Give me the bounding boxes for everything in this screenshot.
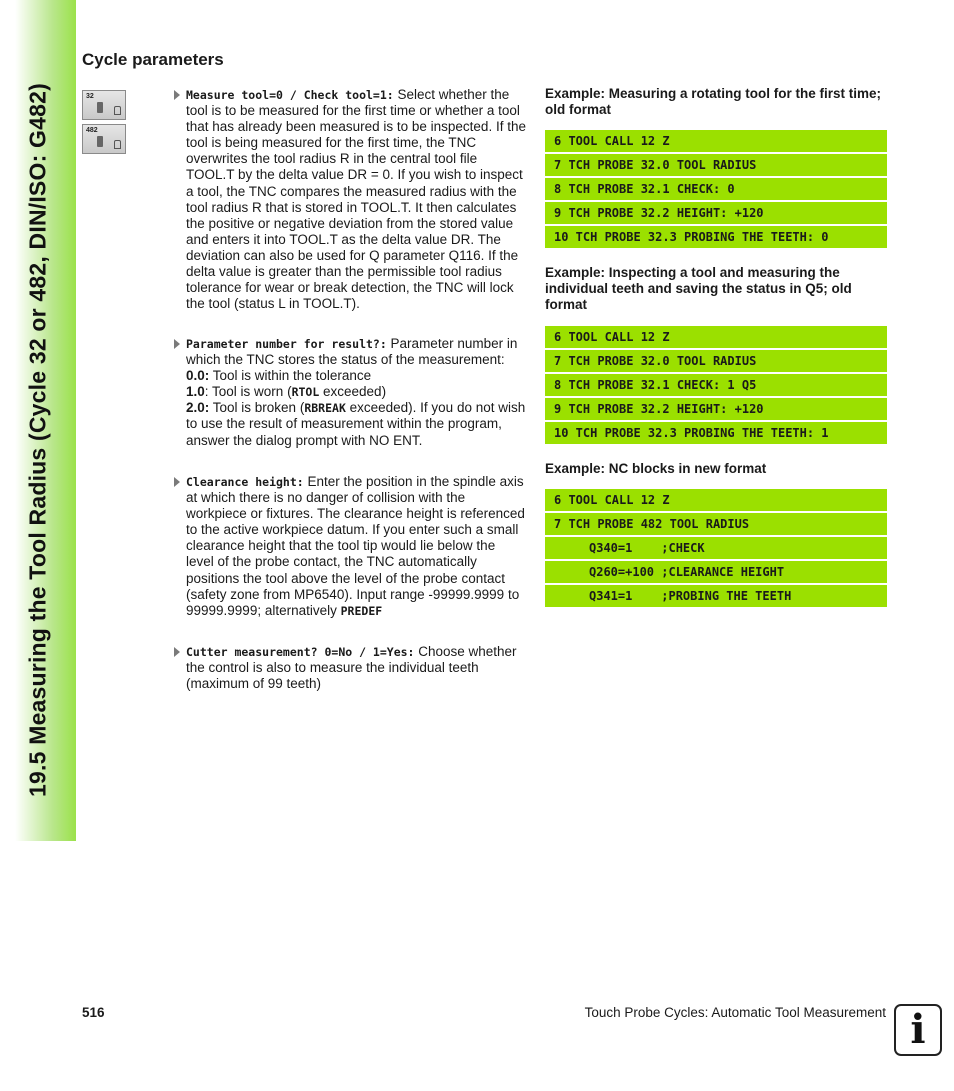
status-text: Tool is broken ( [209,400,305,416]
param-description [174,474,526,619]
tool-icon [97,136,103,147]
param-cutter-measurement [174,644,526,692]
status-value-2 [174,400,526,448]
param-clearance-height [174,474,526,619]
param-text: Parameter number in which the TNC stores the status of the measurement: [186,336,518,368]
param-text: Select whether the tool is to be measured for the first time or whether a tool that has already been measured is to be inspected. If the tool is being measured for the first time, the TNC overwrites the tool radius R in the central tool file TOOL.T by the delta value DR = 0. If you wish to inspect a tool, the TNC compares the measured radius with the tool radius R that is stored in TOOL.T. It then calculates the positive or negative deviation from the stored value and enters it into TOOL.T as the delta value DR. The deviation can also be used for Q parameter Q116. If the delta value is greater than the permissible tool radius tolerance for wear or break detection, the TNC will lock the tool (status L in TOOL.T). [186,87,526,312]
status-text: : Tool is worn ( [204,384,292,400]
param-description [174,336,526,368]
param-text: Choose whether the control is also to measure the individual teeth (maximum of 99 teeth) [186,644,517,692]
softkey-label: 32 [86,93,94,100]
param-description [174,644,526,692]
param-description [174,87,526,312]
example-heading: Example: Measuring a rotating tool for the first time; old format [545,86,882,117]
bullet-arrow-icon [174,339,180,349]
status-text: Tool is within the tolerance [209,368,372,384]
nc-line: 8 TCH PROBE 32.1 CHECK: 0 [545,178,887,200]
param-measure-check [174,87,526,312]
nc-line: 9 TCH PROBE 32.2 HEIGHT: +120 [545,202,887,224]
param-text: Enter the position in the spindle axis at which there is no danger of collision with the workpiece or fixtures. The clearance height is referenced to the active workpiece datum. If you enter such a small clearance height that the tool tip would lie below the level of the probe contact, the TNC automatically positions the tool above the level of the probe contact (safety zone from MP6540). Input range -99999.9999 to 99999.9999; alternatively [186,474,525,618]
status-text: exceeded). If you do not wish to use the result of measurement within the program, answer the dialog prompt with NO ENT. [186,400,526,448]
nc-line: 6 TOOL CALL 12 Z [545,130,887,152]
nc-line: 6 TOOL CALL 12 Z [545,489,887,511]
param-label: Clearance height: [186,475,304,489]
nc-line: Q341=1 ;PROBING THE TEETH [545,585,887,607]
example-heading: Example: NC blocks in new format [545,461,767,476]
param-label: Cutter measurement? 0=No / 1=Yes: [186,645,415,659]
nc-line: 6 TOOL CALL 12 Z [545,326,887,348]
param-label: Measure tool=0 / Check tool=1: [186,88,394,102]
info-glyph: i [910,1006,926,1053]
nc-line: Q340=1 ;CHECK [545,537,887,559]
cycle-32-softkey-icon [82,90,126,120]
nc-code-block [545,130,887,250]
status-label: 1.0 [186,384,205,400]
status-label: 2.0: [186,400,210,416]
bullet-arrow-icon [174,477,180,487]
param-label: Parameter number for result?: [186,337,387,351]
nc-line: Q260=+100 ;CLEARANCE HEIGHT [545,561,887,583]
nc-line: 10 TCH PROBE 32.3 PROBING THE TEETH: 1 [545,422,887,444]
param-result-number [174,336,526,449]
chapter-tab [0,0,76,841]
info-icon [894,1004,942,1056]
param-code: PREDEF [340,603,383,618]
nc-line: 9 TCH PROBE 32.2 HEIGHT: +120 [545,398,887,420]
status-label: 0.0: [186,368,210,384]
status-code: RBREAK [304,401,346,416]
status-value-1 [174,384,526,400]
footer-title: Touch Probe Cycles: Automatic Tool Measurement [584,1005,886,1020]
page-number: 516 [82,1005,105,1020]
nc-line: 7 TCH PROBE 32.0 TOOL RADIUS [545,154,887,176]
nc-code-block [545,489,887,609]
softkey-label: 482 [86,127,98,134]
nc-code-block [545,326,887,446]
section-title: Cycle parameters [82,50,224,69]
tool-icon [97,102,103,113]
status-text: exceeded) [319,384,387,400]
chapter-title: 19.5 Measuring the Tool Radius (Cycle 32 or 482, DIN/ISO: G482) [24,83,51,797]
bullet-arrow-icon [174,647,180,657]
probe-icon [114,106,121,115]
nc-line: 10 TCH PROBE 32.3 PROBING THE TEETH: 0 [545,226,887,248]
nc-line: 7 TCH PROBE 32.0 TOOL RADIUS [545,350,887,372]
status-value-0 [174,368,526,384]
nc-line: 7 TCH PROBE 482 TOOL RADIUS [545,513,887,535]
example-heading: Example: Inspecting a tool and measuring the individual teeth and saving the status in Q5; old format [545,265,852,312]
bullet-arrow-icon [174,90,180,100]
probe-icon [114,140,121,149]
nc-line: 8 TCH PROBE 32.1 CHECK: 1 Q5 [545,374,887,396]
status-code: RTOL [291,385,320,400]
cycle-482-softkey-icon [82,124,126,154]
